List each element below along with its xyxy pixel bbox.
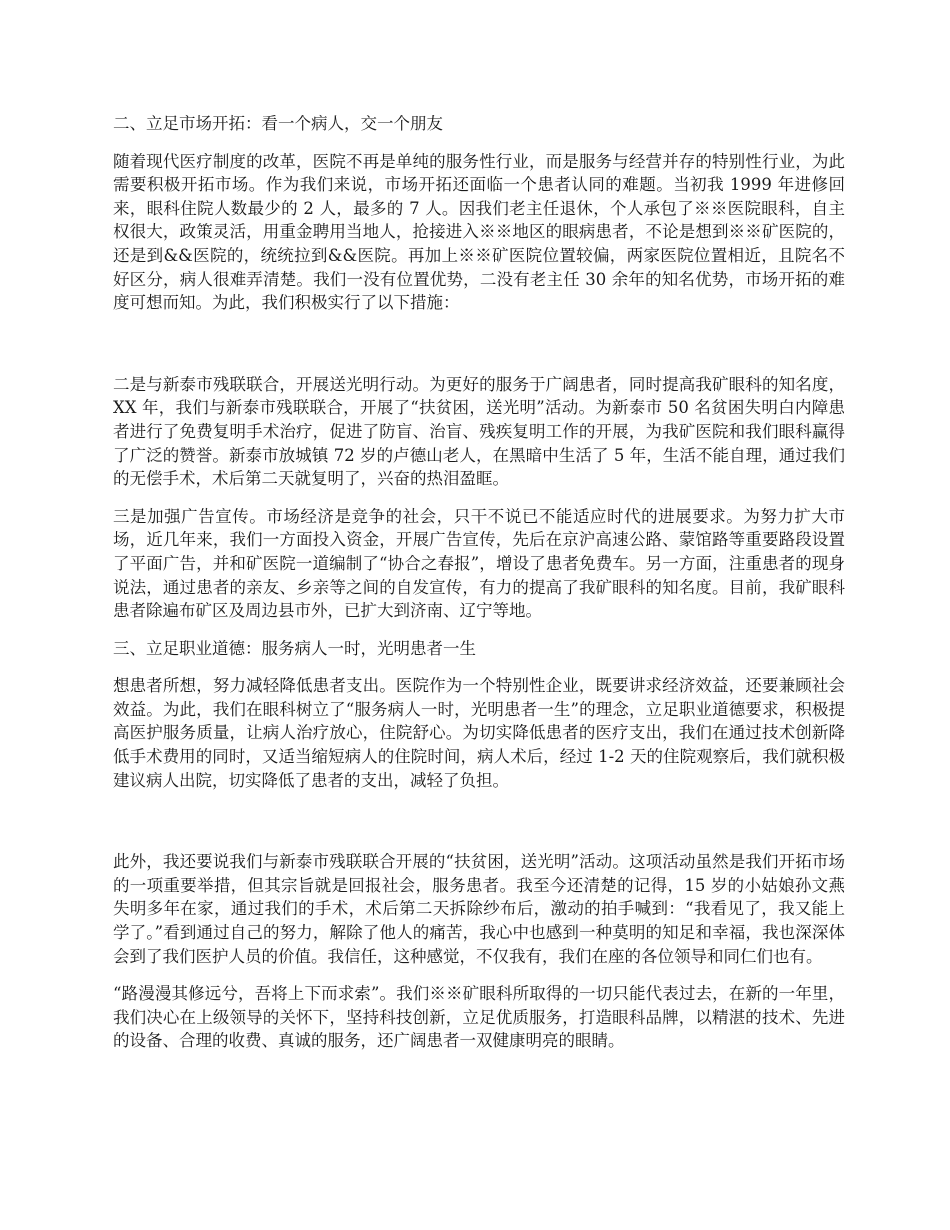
- paragraph-closing: “路漫漫其修远兮，吾将上下而求索”。我们※※矿眼科所取得的一切只能代表过去，在新的一年里，我们决心在上级领导的关怀下，坚持科技创新，立足优质服务，打造眼科品牌，以精湛的技术、先进的设备、合理的收费、真诚的服务，还广阔患者一双健康明亮的眼睛。: [113, 984, 845, 1051]
- document-body: [113, 112, 845, 1067]
- paragraph-third-measure: 三是加强广告宣传。市场经济是竞争的社会，只干不说已不能适应时代的进展要求。为努力扩大市场，近几年来，我们一方面投入资金，开展广告宣传，先后在京沪高速公路、蒙馆路等重要路段设置了平面广告，并和矿医院一道编制了“协合之春报”，增设了患者免费车。另一方面，注重患者的现身说法，通过患者的亲友、乡亲等之间的自发宣传，有力的提高了我矿眼科的知名度。目前，我矿眼科患者除遍布矿区及周边县市外，已扩大到济南、辽宁等地。: [113, 506, 845, 621]
- blank-gap: [113, 806, 845, 850]
- section-heading-market: 二、立足市场开拓：看一个病人，交一个朋友: [113, 114, 443, 133]
- paragraph-ethics: 想患者所想，努力减轻降低患者支出。医院作为一个特别性企业，既要讲求经济效益，还要兼顾社会效益。为此，我们在眼科树立了“服务病人一时，光明患者一生”的理念，立足职业道德要求，积极提高医护服务质量，让病人治疗放心，住院舒心。为切实降低患者的医疗支出，我们在通过技术创新降低手术费用的同时，又适当缩短病人的住院时间，病人术后，经过 1-2 天的住院观察后，我们就积极建议病人出院，切实降低了患者的支出，减轻了负担。: [113, 676, 845, 790]
- paragraph-market: 随着现代医疗制度的改革，医院不再是单纯的服务性行业，而是服务与经营并存的特别性行业，为此需要积极开拓市场。作为我们来说，市场开拓还面临一个患者认同的难题。当初我 1999 年进修回来，眼科住院人数最少的 2 人，最多的 7 人。因我们老主任退休，个人承包了※※医院眼科，自主权很大，政策灵活，用重金聘用当地人，抢接进入※※地区的眼病患者，不论是想到※※矿医院的，还是到&&医院的，统统拉到&&医院。再加上※※矿医院位置较偏，两家医院位置相近，且院名不好区分，病人很难弄清楚。我们一没有位置优势，二没有老主任 30 余年的知名优势，市场开拓的难度可想而知。为此，我们积极实行了以下措施：: [113, 151, 845, 313]
- paragraph-besides: 此外，我还要说我们与新泰市残联联合开展的“扶贫困，送光明”活动。这项活动虽然是我们开拓市场的一项重要举措，但其宗旨就是回报社会，服务患者。我至今还清楚的记得，15 岁的小姑娘孙文燕失明多年在家，通过我们的手术，术后第二天拆除纱布后，激动的拍手喊到：“我看见了，我又能上学了。”看到通过自己的努力，解除了他人的痛苦，我心中也感到一种莫明的知足和幸福，我也深深体会到了我们医护人员的价值。我信任，这种感觉，不仅我有，我们在座的各位领导和同仁们也有。: [113, 852, 845, 966]
- section-heading-ethics: 三、立足职业道德：服务病人一时，光明患者一生: [113, 638, 476, 658]
- blank-gap: [113, 329, 845, 373]
- paragraph-second-measure: 二是与新泰市残联联合，开展送光明行动。为更好的服务于广阔患者，同时提高我矿眼科的知名度，XX 年，我们与新泰市残联联合，开展了“扶贫困，送光明”活动。为新泰市 50 名贫困失明白内障患者进行了免费复明手术治疗，促进了防盲、治盲、残疾复明工作的开展，为我矿医院和我们眼科赢得了广泛的赞誉。新泰市放城镇 72 岁的卢德山老人，在黑暗中生活了 5 年，生活不能自理，通过我们的无偿手术，术后第二天就复明了，兴奋的热泪盈眶。: [113, 374, 845, 489]
